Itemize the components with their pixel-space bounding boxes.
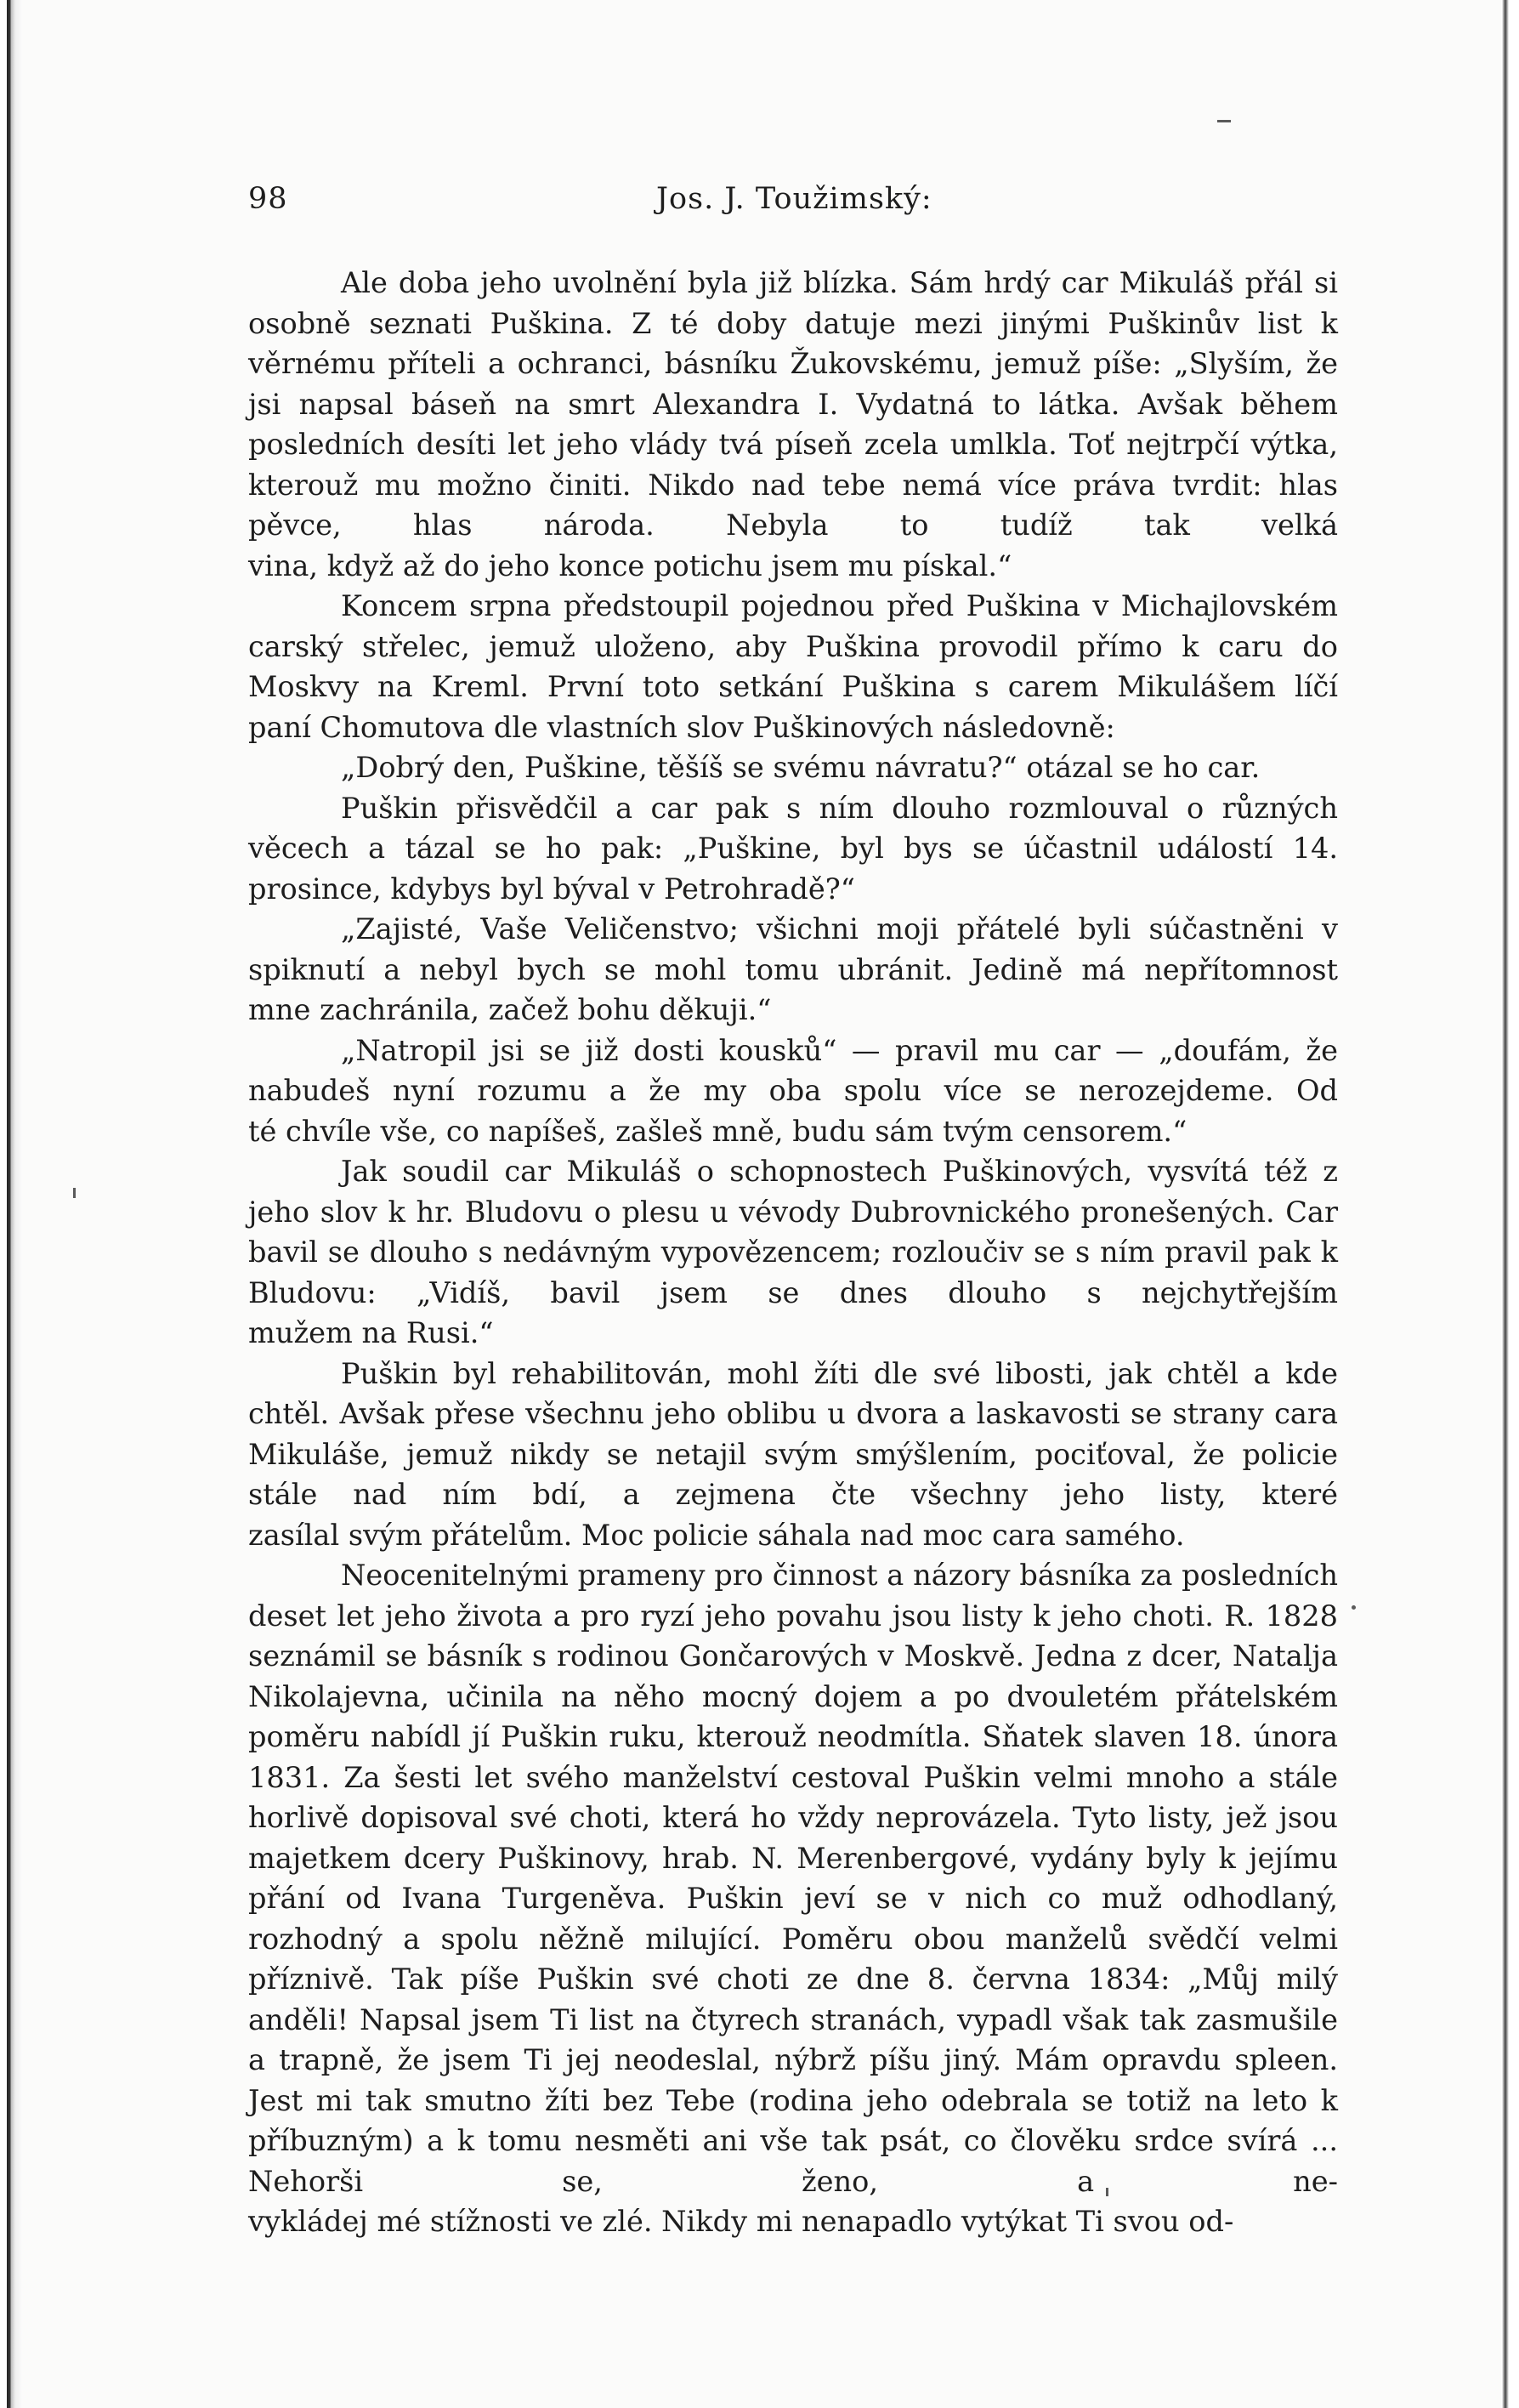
paragraph-last-line: té chvíle vše, co napíšeš, zašleš mně, budu sám tvým censorem.“: [248, 1114, 1187, 1148]
running-head: [248, 177, 1319, 221]
paragraph-last-line: zasílal svým přátelům. Moc policie sáhala nad moc cara samého.: [248, 1518, 1185, 1552]
paragraph-text: Puškin byl rehabilitován, mohl žíti dle své libosti, jak chtěl a kde chtěl. Avšak přese všechnu jeho oblibu u dvora a laskavosti se strany cara Mikuláše, jemuž nikdy se netajil svým smýšlením, pociťoval, že policie stále nad ním bdí, a zejmena čte všechny jeho listy, které: [248, 1356, 1338, 1511]
paragraph: [248, 909, 1338, 1031]
paragraph-last-line: „Dobrý den, Puškine, těšíš se svému návratu?“ otázal se ho car.: [341, 751, 1261, 784]
paragraph-text: Ale doba jeho uvolnění byla již blízka. Sám hrdý car Mikuláš přál si osobně seznati Puškina. Z té doby datuje mezi jinými Puškinův list k věrnému příteli a ochranci, básníku Žukovskému, jemuž píše: „Slyším, že jsi napsal báseň na smrt Alexandra I. Vydatná to látka. Avšak během posledních desíti let jeho vlády tvá píseň zcela umlkla. Toť nejtrpčí výtka, kterouž mu možno činiti. Nikdo nad tebe nemá více práva tvrdit: hlas pěvce, hlas národa. Nebyla to tudíž tak velká: [248, 266, 1338, 542]
paragraph-text: Koncem srpna předstoupil pojednou před Puškina v Michajlovském carský střelec, jemuž uloženo, aby Puškina provodil přímo k caru do Moskvy na Kreml. První toto setkání Puškina s carem Mikulášem líčí: [248, 589, 1338, 703]
scan-mark-top-right: [1217, 120, 1231, 122]
body-text: [248, 263, 1338, 2242]
scan-mark-right-margin: [1352, 1605, 1356, 1610]
paragraph-text: „Zajisté, Vaše Veličenstvo; všichni moji přátelé byli súčastněni v spiknutí a nebyl bych se mohl tomu ubránit. Jedině má nepřítomnost: [248, 912, 1338, 986]
paragraph: [248, 747, 1338, 788]
running-title: Jos. J. Toužimský:: [656, 182, 932, 216]
paragraph-last-line: mne zachránila, začež bohu děkuji.“: [248, 993, 772, 1026]
paragraph-last-line: mužem na Rusi.“: [248, 1316, 494, 1349]
paragraph: [248, 1151, 1338, 1354]
paragraph: [248, 586, 1338, 747]
paragraph-text: Jak soudil car Mikuláš o schopnostech Puškinových, vysvítá též z jeho slov k hr. Bludovu o plesu u vévody Dubrovnického pronešených. Car bavil se dlouho s nedávným vypovězencem; rozloučiv se s ním pravil pak k Bludovu: „Vidíš, bavil jsem se dnes dlouho s nejchytřejším: [248, 1155, 1338, 1309]
page-number: 98: [248, 182, 288, 216]
paragraph-text: Puškin přisvědčil a car pak s ním dlouho rozmlouval o různých věcech a tázal se ho pak: „Puškine, byl bys se účastnil událostí 14.: [248, 791, 1338, 865]
paragraph: [248, 1555, 1338, 2242]
paragraph-text: „Natropil jsi se již dosti kousků“ — pravil mu car — „doufám, že nabudeš nyní rozumu a že my oba spolu více se nerozejdeme. Od: [248, 1033, 1338, 1107]
paragraph: [248, 788, 1338, 910]
paragraph: [248, 263, 1338, 586]
paragraph-last-line: paní Chomutova dle vlastních slov Puškinových následovně:: [248, 710, 1115, 744]
scan-edge-right: [1502, 0, 1519, 2408]
paragraph-last-line: vykládej mé stížnosti ve zlé. Nikdy mi nenapadlo vytýkat Ti svou od-: [248, 2205, 1234, 2238]
scan-mark-left-margin: [73, 1188, 76, 1198]
paragraph: [248, 1031, 1338, 1152]
paragraph: [248, 1354, 1338, 1556]
scan-edge-left: [0, 0, 22, 2408]
paragraph-last-line: prosince, kdybys byl býval v Petrohradě?“: [248, 872, 855, 906]
paragraph-text: Neocenitelnými prameny pro činnost a názory básníka za posledních deset let jeho života a pro ryzí jeho povahu jsou listy k jeho choti. R. 1828 seznámil se básník s rodinou Gončarových v Moskvě. Jedna z dcer, Natalja Nikolajevna, učinila na něho mocný dojem a po dvouletém přátelském poměru nabídl jí Puškin ruku, kterouž neodmítla. Sňatek slaven 18. února 1831. Za šesti let svého manželství cestoval Puškin velmi mnoho a stále horlivě dopisoval své choti, která ho vždy neprovázela. Tyto listy, jež jsou majetkem dcery Puškinovy, hrab. N. Merenbergové, vydány byly k jejímu přání od Ivana Turgeněva. Puškin jeví se v nich co muž odhodlaný, rozhodný a spolu něžně milující. Poměru obou manželů svědčí velmi příznivě. Tak píše Puškin své choti ze dne 8. června 1834: „Můj milý anděli! Napsal jsem Ti list na čtyrech stranách, vypadl však tak zasmušile a trapně, že jsem Ti jej neodeslal, nýbrž píšu jiný. Mám opravdu spleen. Jest mi tak smutno žíti bez Tebe (rodina jeho odebrala se totiž na leto k příbuzným) a k tomu nesměti ani vše tak psát, co člověku srdce svírá ... Nehorši se, ženo, a ne-: [248, 1559, 1338, 2198]
paragraph-last-line: vina, když až do jeho konce potichu jsem mu pískal.“: [248, 548, 1012, 582]
